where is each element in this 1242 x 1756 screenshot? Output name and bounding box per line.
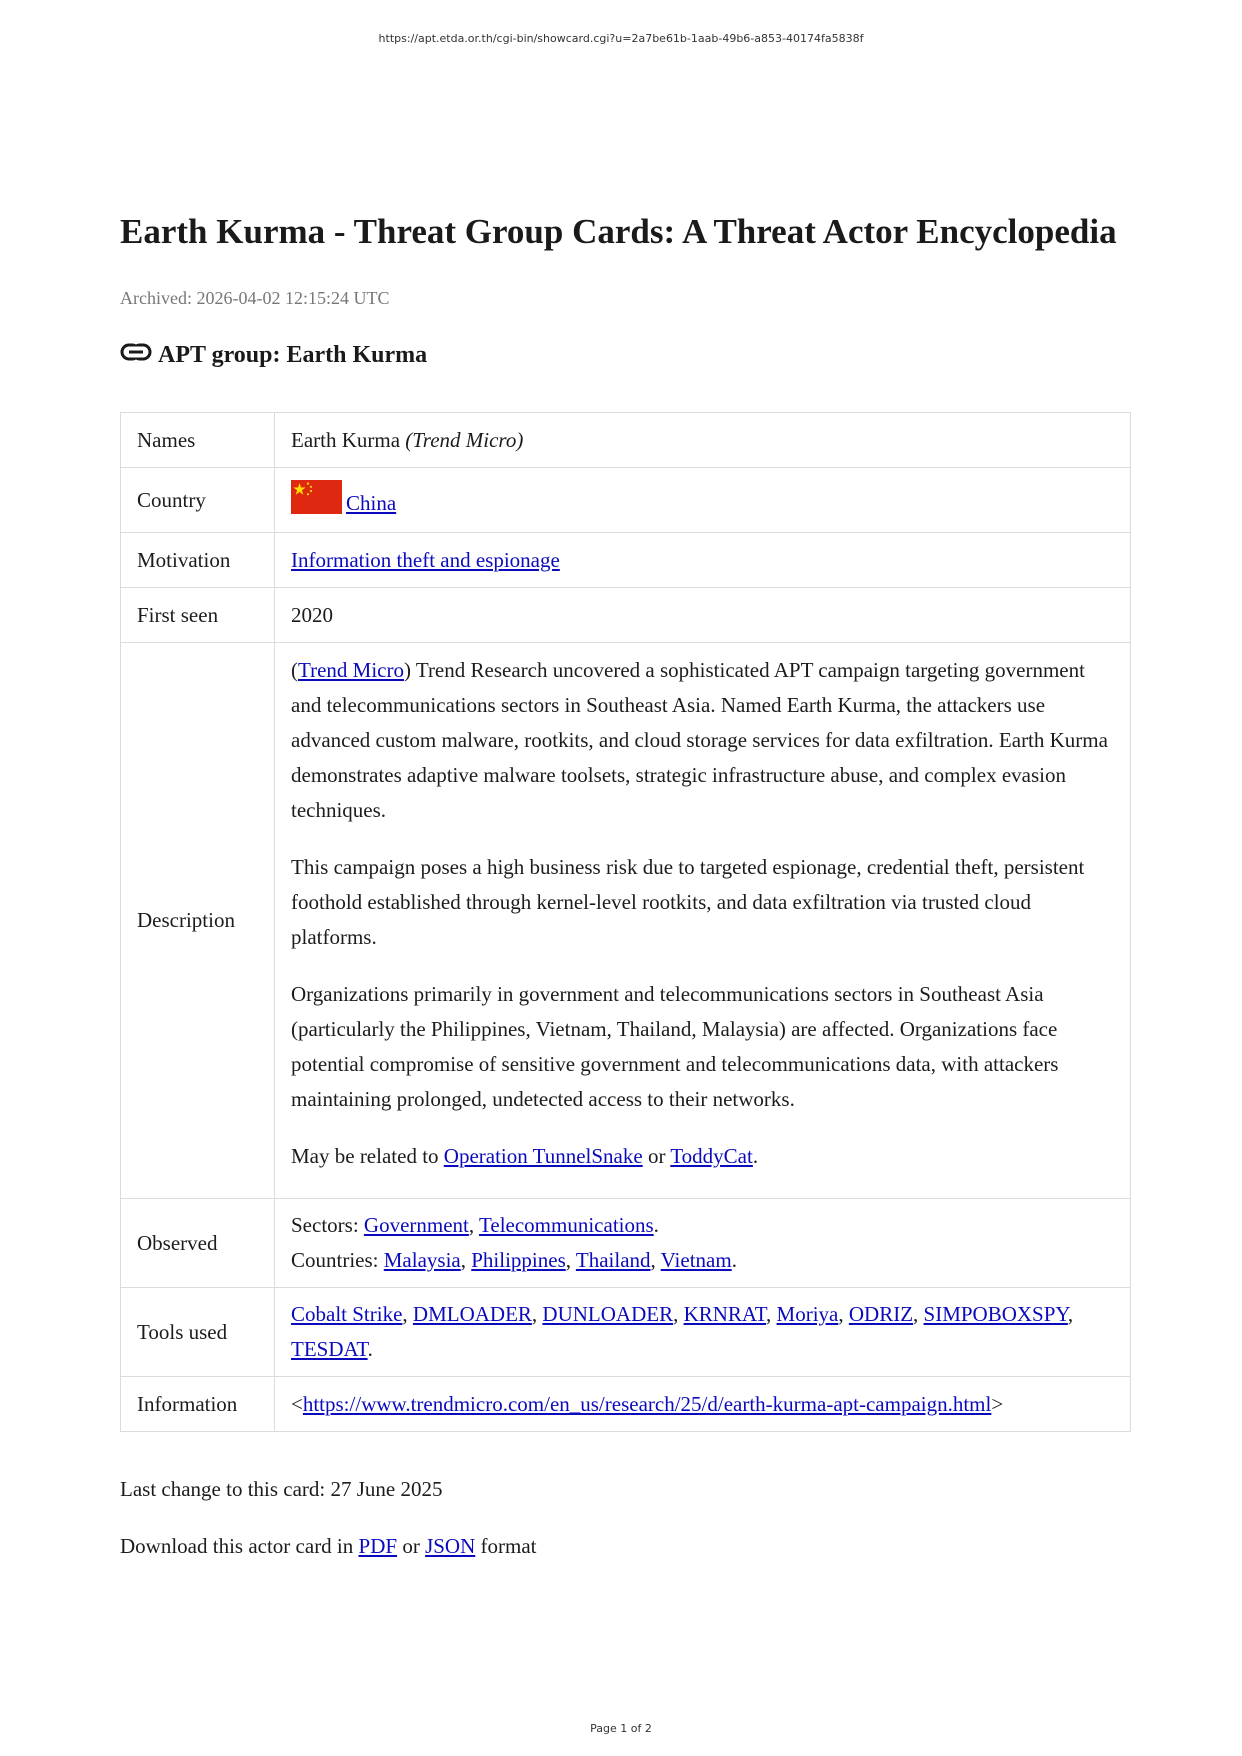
table-row-country: [121, 468, 1131, 533]
related-prefix: May be related to: [291, 1144, 444, 1168]
table-row-names: [121, 413, 1131, 468]
description-value: [275, 643, 1131, 1199]
country-name: China: [346, 490, 397, 515]
description-paragraph-4: [291, 1139, 1114, 1174]
observed-label: Observed: [121, 1199, 275, 1288]
actor-card-table: [120, 412, 1131, 1432]
tool-link[interactable]: Cobalt Strike: [291, 1302, 403, 1326]
table-row-description: [121, 643, 1131, 1199]
related-end: .: [752, 1144, 759, 1168]
angle-close: >: [991, 1391, 1004, 1416]
trend-micro-link[interactable]: Trend Micro: [298, 658, 404, 682]
china-flag-icon: [291, 480, 342, 514]
countries-list: Malaysia, Philippines, Thailand, Vietnam.: [383, 1248, 737, 1272]
description-paragraph-1: [291, 653, 1114, 828]
sector-link[interactable]: Telecommunications: [479, 1213, 654, 1237]
tool-link[interactable]: ODRIZ: [848, 1302, 914, 1326]
table-row-tools: [121, 1288, 1131, 1377]
sectors-list: Government, Telecommunications.: [363, 1213, 659, 1237]
operation-tunnelsnake-link[interactable]: Operation TunnelSnake: [443, 1144, 643, 1168]
download-mid: or: [397, 1534, 426, 1558]
observed-value: [275, 1199, 1131, 1288]
first-seen-value: 2020: [275, 588, 1131, 643]
motivation-value: [275, 533, 1131, 588]
archived-timestamp: Archived: 2026-04-02 12:15:24 UTC: [120, 288, 390, 308]
first-seen-label: First seen: [121, 588, 275, 643]
sector-link[interactable]: Government: [363, 1213, 469, 1237]
download-prefix: Download this actor card in: [120, 1534, 359, 1558]
json-download-link[interactable]: JSON: [425, 1534, 476, 1558]
motivation-link[interactable]: Information theft and espionage: [291, 547, 560, 572]
page-title: Earth Kurma - Threat Group Cards: A Threat Actor Encyclopedia: [120, 212, 1117, 251]
observed-country-link[interactable]: Malaysia: [383, 1248, 461, 1272]
table-row-information: [121, 1377, 1131, 1432]
country-value: [275, 468, 1131, 533]
angle-open: <: [291, 1391, 303, 1416]
table-row-first-seen: [121, 588, 1131, 643]
names-label: Names: [121, 413, 275, 468]
tools-label: Tools used: [121, 1288, 275, 1377]
information-link[interactable]: https://www.trendmicro.com/en_us/research/25/d/earth-kurma-apt-campaign.html: [302, 1391, 992, 1416]
observed-country-link[interactable]: Thailand: [575, 1248, 651, 1272]
print-url-header: https://apt.etda.or.th/cgi-bin/showcard.cgi?u=2a7be61b-1aab-49b6-a853-40174fa5838f: [378, 32, 864, 45]
country-link[interactable]: [291, 491, 396, 515]
table-row-observed: [121, 1199, 1131, 1288]
table-row-motivation: [121, 533, 1131, 588]
tool-link[interactable]: SIMPOBOXSPY: [923, 1302, 1068, 1326]
observed-sectors: [291, 1208, 1114, 1243]
last-change-text: Last change to this card: 27 June 2025: [120, 1477, 443, 1501]
page-number: Page 1 of 2: [590, 1722, 652, 1735]
information-value: [275, 1377, 1131, 1432]
country-label: Country: [121, 468, 275, 533]
pdf-download-link[interactable]: PDF: [358, 1534, 398, 1558]
tool-link[interactable]: KRNRAT: [683, 1302, 767, 1326]
actor-name: Earth Kurma: [291, 427, 401, 452]
toddycat-link[interactable]: ToddyCat: [670, 1144, 753, 1168]
download-suffix: format: [475, 1534, 537, 1558]
apt-group-heading: [120, 342, 427, 369]
observed-country-link[interactable]: Vietnam: [660, 1248, 732, 1272]
countries-label: Countries:: [291, 1248, 384, 1272]
tool-link[interactable]: DMLOADER: [412, 1302, 532, 1326]
apt-group-title: APT group: Earth Kurma: [158, 342, 428, 368]
download-line: [120, 1534, 536, 1559]
observed-country-link[interactable]: Philippines: [471, 1248, 566, 1272]
name-source: (Trend Micro): [405, 427, 524, 452]
related-mid: or: [642, 1144, 671, 1168]
tools-list: Cobalt Strike, DMLOADER, DUNLOADER, KRNRAT, Moriya, ODRIZ, SIMPOBOXSPY, TESDAT.: [291, 1302, 1074, 1361]
description-paragraph-2: This campaign poses a high business risk due to targeted espionage, credential theft, persistent foothold established through kernel-level rootkits, and data exfiltration via trusted cloud platforms.: [291, 855, 1085, 949]
link-icon[interactable]: [120, 343, 152, 361]
motivation-label: Motivation: [121, 533, 275, 588]
description-paragraph-3: Organizations primarily in government and telecommunications sectors in Southeast Asia (particularly the Philippines, Vietnam, Thailand, Malaysia) are affected. Organizations face potential compromise of sensitive government and telecommunications data, with attackers maintaining prolonged, undetected access to their networks.: [291, 982, 1059, 1111]
tool-link[interactable]: TESDAT: [291, 1337, 368, 1361]
tools-value: [275, 1288, 1131, 1377]
observed-countries: [291, 1243, 1114, 1278]
description-text-1: ) Trend Research uncovered a sophisticated APT campaign targeting government and telecommunications sectors in Southeast Asia. Named Earth Kurma, the attackers use advanced custom malware, rootkits, and cloud storage services for data exfiltration. Earth Kurma demonstrates adaptive malware toolsets, strategic infrastructure abuse, and complex evasion techniques.: [291, 658, 1108, 822]
tool-link[interactable]: Moriya: [776, 1302, 839, 1326]
description-label: Description: [121, 643, 275, 1199]
information-label: Information: [121, 1377, 275, 1432]
tool-link[interactable]: DUNLOADER: [542, 1302, 674, 1326]
paren-open: (: [291, 658, 298, 682]
names-value: [275, 413, 1131, 468]
sectors-label: Sectors:: [291, 1213, 364, 1237]
